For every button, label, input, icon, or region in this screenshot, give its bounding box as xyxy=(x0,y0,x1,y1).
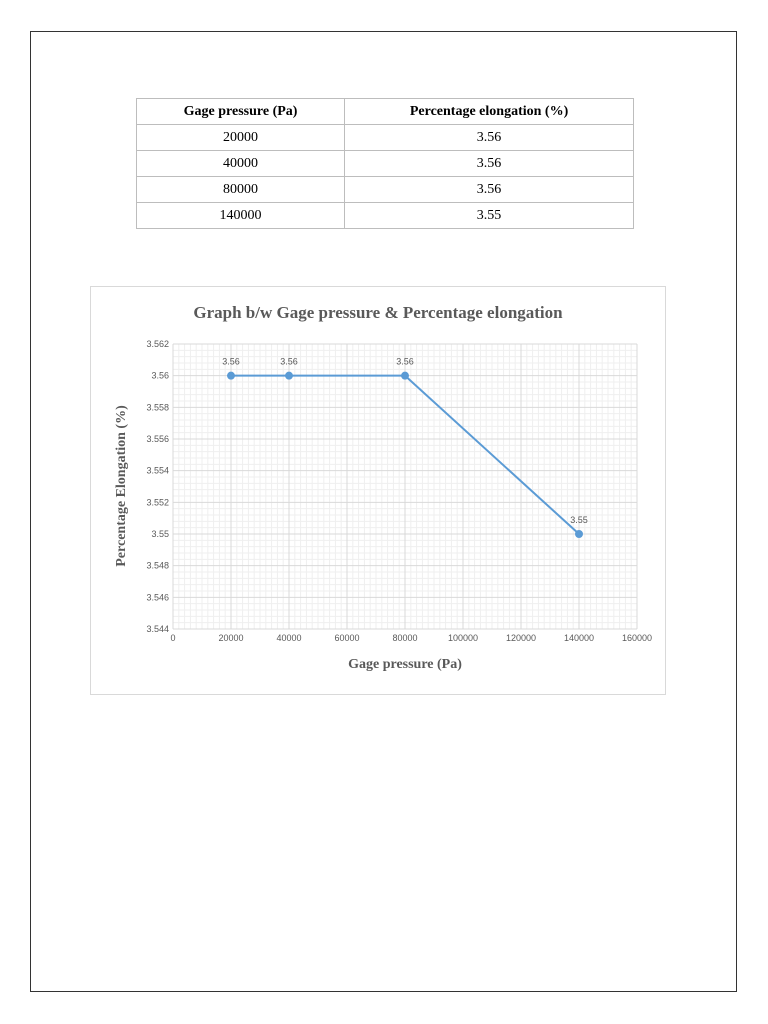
table-cell: 80000 xyxy=(137,177,345,203)
data-point xyxy=(576,531,583,538)
y-tick-label: 3.546 xyxy=(146,592,169,603)
chart-container xyxy=(90,286,666,695)
table-cell: 3.56 xyxy=(345,151,634,177)
data-point xyxy=(286,372,293,379)
data-point xyxy=(402,372,409,379)
data-label: 3.56 xyxy=(396,356,414,367)
table-cell: 140000 xyxy=(137,203,345,229)
table-cell: 20000 xyxy=(137,125,345,151)
header-percentage-elongation: Percentage elongation (%) xyxy=(345,99,634,125)
y-tick-label: 3.554 xyxy=(146,465,169,476)
x-tick-label: 20000 xyxy=(218,633,244,643)
x-tick-label: 120000 xyxy=(505,633,537,643)
header-gage-pressure: Gage pressure (Pa) xyxy=(137,99,345,125)
y-axis-title: Percentage Elongation (%) xyxy=(114,405,129,567)
table-header-row xyxy=(137,99,634,125)
table-row xyxy=(137,203,634,229)
line-chart-plot xyxy=(91,287,665,694)
x-tick-label: 140000 xyxy=(563,633,595,643)
y-tick-label: 3.548 xyxy=(146,560,169,571)
x-axis-title: Gage pressure (Pa) xyxy=(348,657,462,672)
x-tick-label: 40000 xyxy=(276,633,302,643)
x-tick-label: 0 xyxy=(170,633,176,643)
y-tick-label: 3.556 xyxy=(146,434,169,444)
table-cell: 40000 xyxy=(137,151,345,177)
y-tick-label: 3.562 xyxy=(146,339,169,349)
table-cell: 3.56 xyxy=(345,125,634,151)
x-tick-label: 160000 xyxy=(621,633,653,643)
data-label: 3.55 xyxy=(570,515,588,525)
table-cell: 3.56 xyxy=(345,177,634,203)
data-point xyxy=(228,372,235,379)
data-table xyxy=(136,98,634,229)
y-tick-label: 3.56 xyxy=(151,370,169,381)
table-row xyxy=(137,151,634,177)
y-tick-label: 3.558 xyxy=(146,402,169,413)
x-tick-label: 100000 xyxy=(447,633,479,643)
y-tick-label: 3.544 xyxy=(146,624,169,634)
x-tick-label: 80000 xyxy=(392,633,418,643)
y-tick-label: 3.552 xyxy=(146,497,169,508)
data-label: 3.56 xyxy=(222,356,240,367)
table-cell: 3.55 xyxy=(345,203,634,229)
chart-title: Graph b/w Gage pressure & Percentage elongation xyxy=(193,303,563,322)
y-tick-label: 3.55 xyxy=(151,529,169,539)
table-row xyxy=(137,125,634,151)
data-label: 3.56 xyxy=(280,356,298,367)
x-tick-label: 60000 xyxy=(334,633,360,643)
table-row xyxy=(137,177,634,203)
